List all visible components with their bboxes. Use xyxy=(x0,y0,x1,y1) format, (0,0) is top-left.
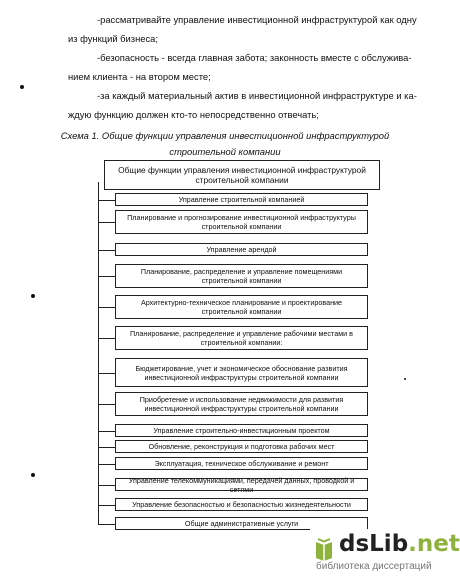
diagram-connector-branch xyxy=(98,200,115,201)
diagram-connector-branch xyxy=(98,222,115,223)
diagram-item-box: Планирование, распределение и управление рабочими местами в строительной компании: xyxy=(115,326,368,350)
footer-tagline: библиотека диссертаций xyxy=(316,561,432,572)
paragraph-line-6: ждую функцию должен кто-то непосредственно отвечать; xyxy=(68,109,319,120)
diagram-item-box: Общие административные услуги xyxy=(115,517,368,530)
diagram-item-box: Приобретение и использование недвижимости для развития инвестиционной инфраструктуры строительной компании xyxy=(115,392,368,416)
paragraph-line-5: -за каждый материальный актив в инвестиционной инфраструктуре и ка- xyxy=(97,90,417,101)
diagram-item-box: Управление безопасностью и безопасностью жизнедеятельности xyxy=(115,498,368,511)
diagram-caption-subtitle: строительной компании xyxy=(169,146,281,157)
diagram-connector-branch xyxy=(98,464,115,465)
diagram-caption: Схема 1. Общие функции управления инвестиционной инфраструктурой xyxy=(60,130,390,141)
diagram-item-box: Управление строительной компанией xyxy=(115,193,368,206)
diagram-connector-branch xyxy=(98,524,115,525)
diagram-root-box: Общие функции управления инвестиционной инфраструктурой строительной компании xyxy=(104,160,380,190)
footer-brand xyxy=(339,531,460,557)
book-icon xyxy=(313,538,335,562)
paragraph-line-1: -рассматривайте управление инвестиционной инфраструктурой как одну xyxy=(97,14,417,25)
diagram-connector-branch xyxy=(98,404,115,405)
paragraph-line-3: -безопасность - всегда главная забота; законность вместе с обслужива- xyxy=(97,52,412,63)
diagram-item-box: Эксплуатация, техническое обслуживание и ремонт xyxy=(115,457,368,470)
diagram-connector-branch xyxy=(98,338,115,339)
diagram-connector-branch xyxy=(98,276,115,277)
diagram-connector-branch xyxy=(98,485,115,486)
footer-brand-accent: .net xyxy=(408,531,460,557)
diagram-connector-trunk xyxy=(98,182,99,525)
diagram-item-box: Бюджетирование, учет и экономическое обоснование развития инвестиционной инфраструктуры строительной компании xyxy=(115,358,368,387)
diagram-item-box: Управление телекоммуникациями, передачей данных, проводкой и сетями xyxy=(115,478,368,491)
diagram-connector-branch xyxy=(98,373,115,374)
diagram-connector-branch xyxy=(98,447,115,448)
diagram-item-box: Управление строительно-инвестиционным проектом xyxy=(115,424,368,437)
diagram-item-box: Планирование и прогнозирование инвестиционной инфраструктуры строительной компании xyxy=(115,210,368,234)
paragraph-line-2: из функций бизнеса; xyxy=(68,33,158,44)
diagram-item-box: Планирование, распределение и управление помещениями строительной компании xyxy=(115,264,368,288)
diagram-connector-branch xyxy=(98,505,115,506)
footer-brand-main: dsLib xyxy=(339,531,409,557)
diagram-item-box: Обновление, реконструкция и подготовка рабочих мест xyxy=(115,440,368,453)
paragraph-line-4: нием клиента - на втором месте; xyxy=(68,71,211,82)
diagram-connector-branch xyxy=(98,250,115,251)
diagram-item-box: Архитектурно-техническое планирование и проектирование строительной компании xyxy=(115,295,368,319)
diagram-connector-branch xyxy=(98,431,115,432)
diagram-item-box: Управление арендой xyxy=(115,243,368,256)
diagram-connector-branch xyxy=(98,307,115,308)
